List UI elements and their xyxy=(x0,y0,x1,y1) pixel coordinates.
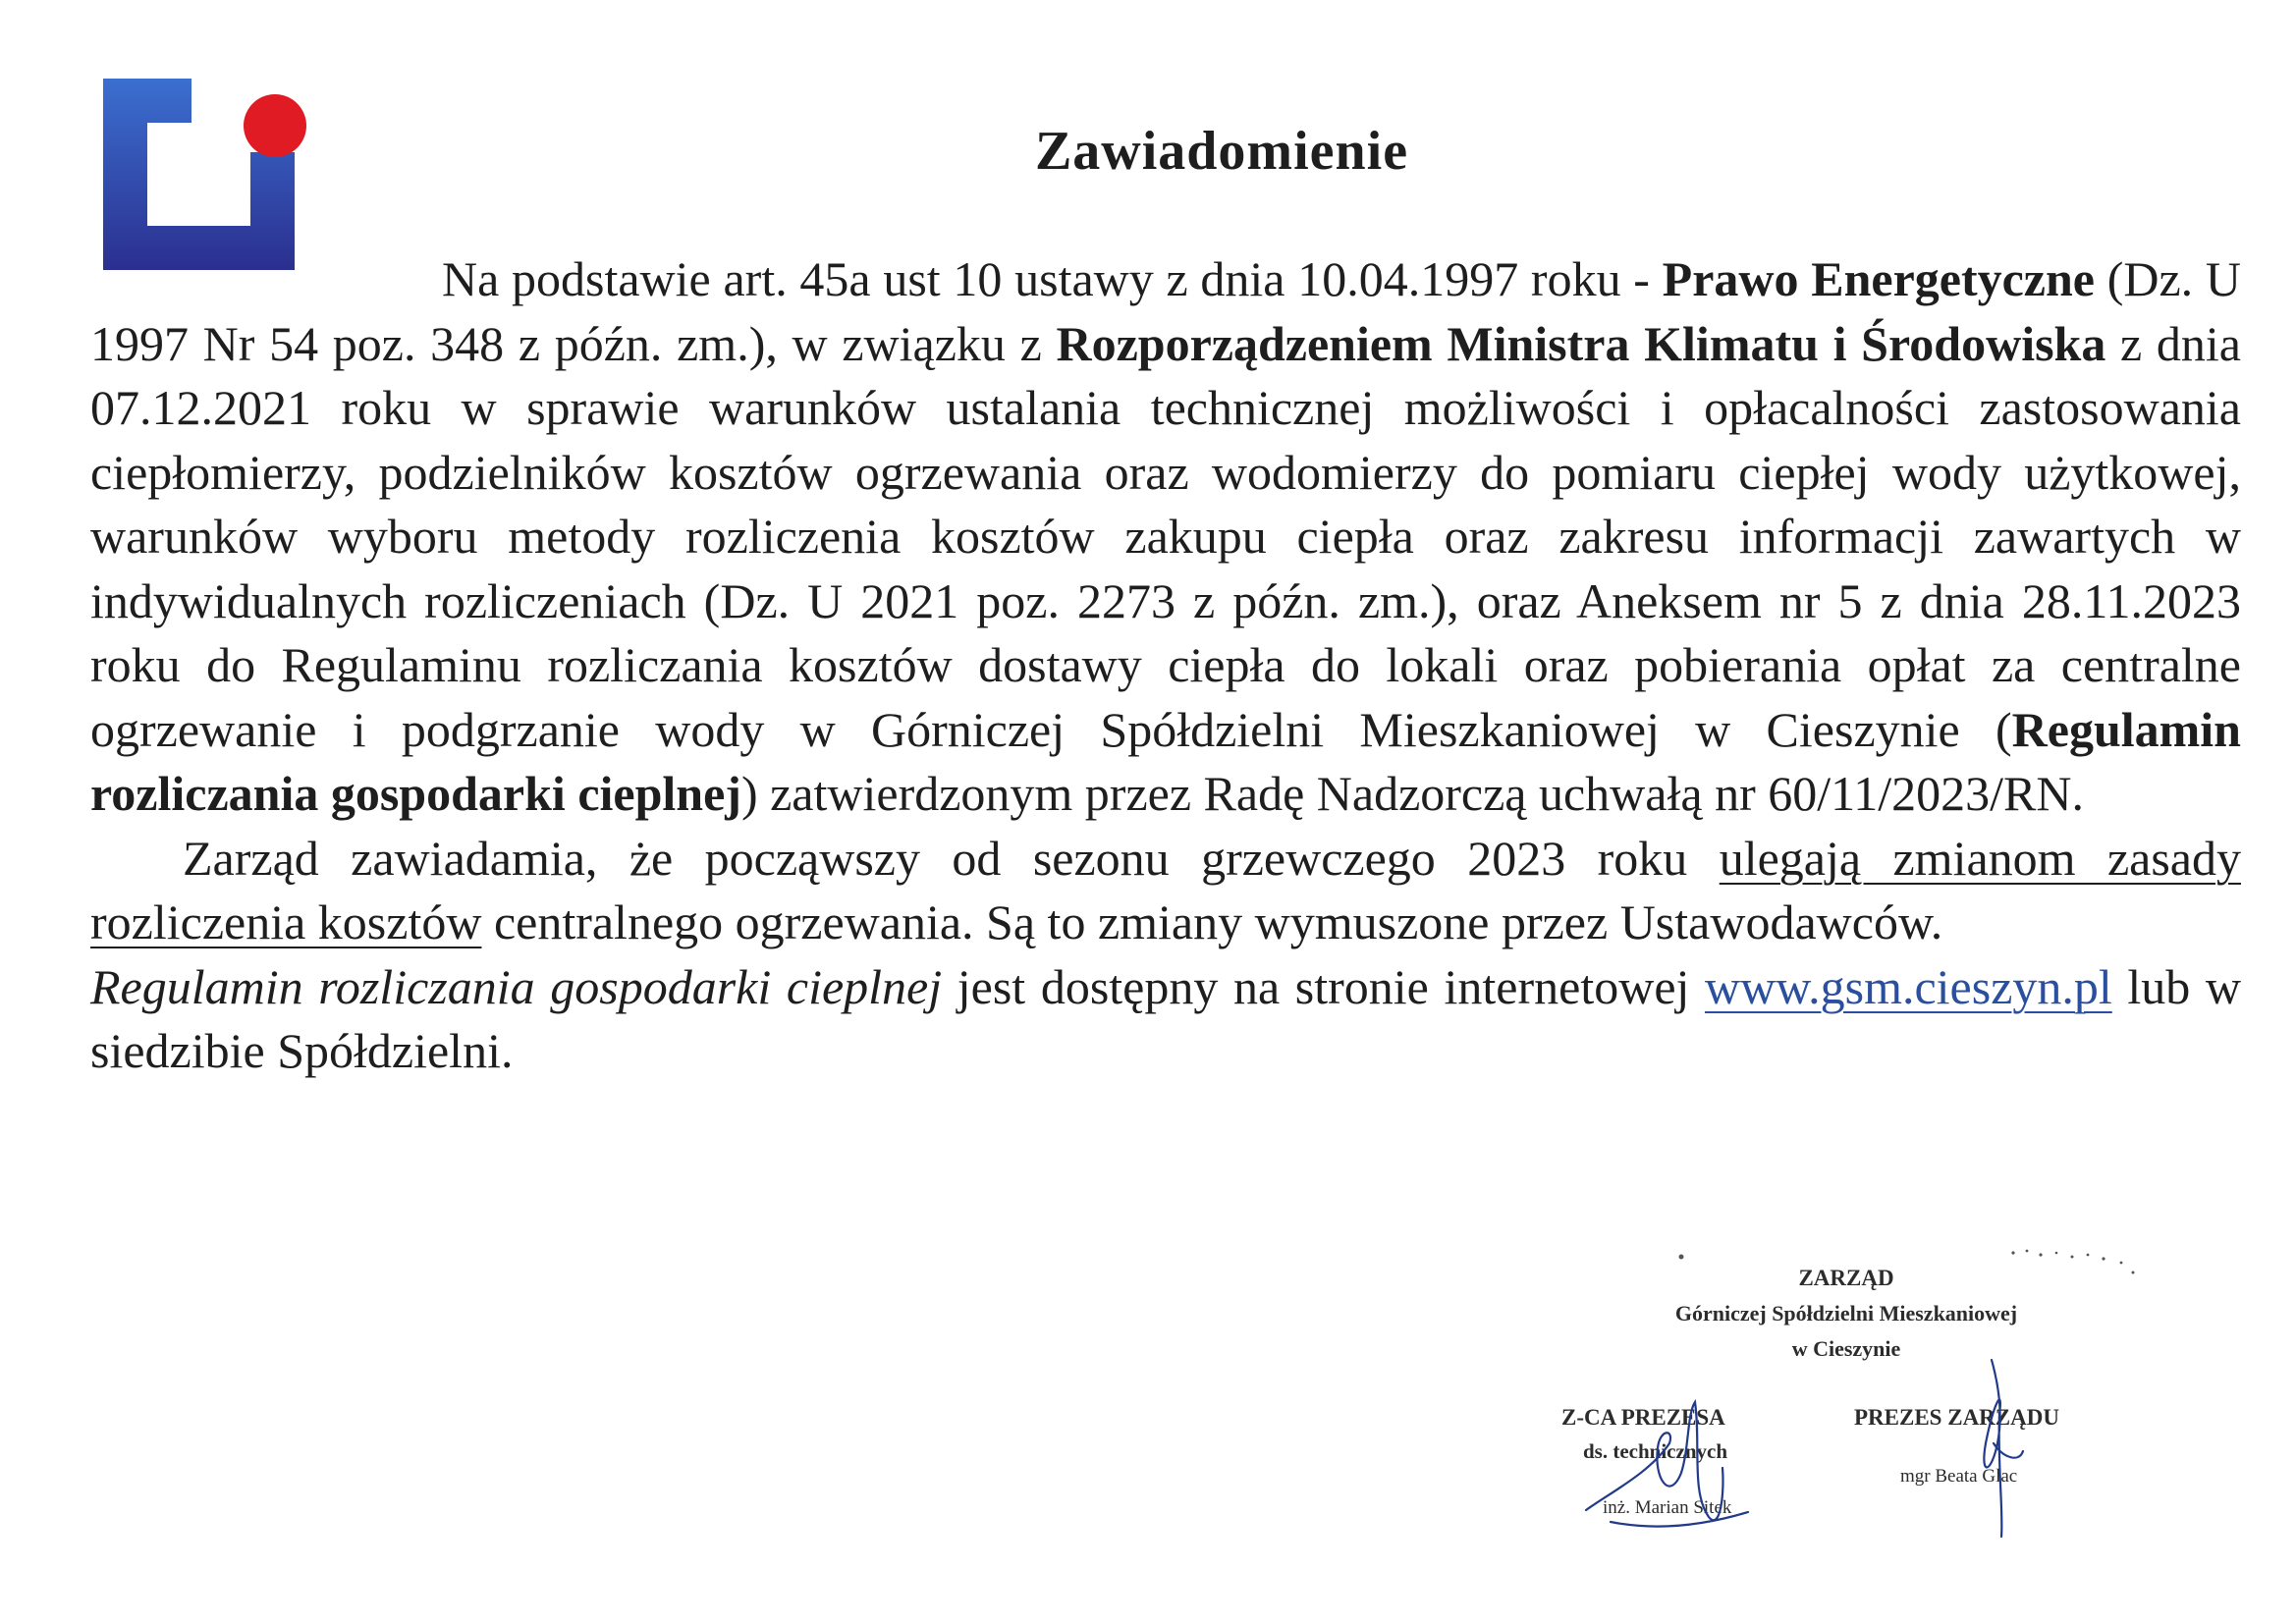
text-segment: z dnia 07.12.2021 roku w sprawie warunków ustalania technicznej możliwości i opłacalności zastosowania ciepłomierzy, podzielników kosztów ogrzewania oraz wodomierzy do pomiaru ciepłej wody użytkowej, warunków wyboru metody rozliczenia kosztów zakupu ciepła oraz zakresu informacji zawartych w indywidualnych rozliczeniach (Dz. U 2021 poz. 2273 z późn. zm.), oraz Aneksem nr 5 z dnia 28.11.2023 roku do Regulaminu rozliczania kosztów dostawy ciepła do lokali oraz pobierania opłat za centralne ogrzewanie i podgrzanie wody w Górniczej Spółdzielni Mieszkaniowej w Cieszynie ( xyxy=(90,315,2242,757)
vice-president-role: ds. technicznych xyxy=(1583,1439,1727,1463)
underlined-text: ulegają zmianom zasady rozliczenia kosztów xyxy=(90,830,2241,949)
text-segment: Na podstawie art. 45a ust 10 ustawy z dnia 10.04.1997 roku - xyxy=(442,251,1663,306)
president-name: mgr Beata Glac xyxy=(1900,1466,2018,1487)
vice-president-title: Z-CA PREZESA xyxy=(1561,1405,1725,1430)
stamp-org: Górniczej Spółdzielni Mieszkaniowej xyxy=(1674,1301,2018,1326)
text-segment: Zarząd zawiadamia, że począwszy od sezonu grzewczego 2023 roku xyxy=(183,830,1720,886)
notice-body xyxy=(90,247,2241,1084)
rules-name: Regulamin rozliczania gospodarki cieplnej xyxy=(90,701,2241,821)
page-title: Zawiadomienie xyxy=(1034,121,1409,182)
text-segment: lub w siedzibie Spółdzielni. xyxy=(90,958,2242,1078)
president-title: PREZES ZARZĄDU xyxy=(1854,1405,2059,1430)
law-name: Prawo Energetyczne xyxy=(1662,251,2095,306)
italic-rules-name: Regulamin rozliczania gospodarki cieplnej xyxy=(90,958,943,1014)
text-segment: ) zatwierdzonym przez Radę Nadzorczą uchwałą nr 60/11/2023/RN. xyxy=(740,766,2084,821)
stamp-city: w Cieszynie xyxy=(1791,1336,1901,1361)
stamp-title: ZARZĄD xyxy=(1798,1266,1894,1290)
paragraph-legal-basis xyxy=(90,247,2241,827)
website-link[interactable]: www.gsm.cieszyn.pl xyxy=(1705,958,2112,1014)
signature-right xyxy=(1984,1360,2023,1537)
text-segment: (Dz. U 1997 Nr 54 poz. 348 z późn. zm.), w związku z xyxy=(90,251,2241,371)
regulation-name: Rozporządzeniem Ministra Klimatu i Środowiska xyxy=(1056,315,2106,371)
vice-president-name: inż. Marian Sitek xyxy=(1603,1497,1732,1518)
paragraph-availability xyxy=(90,955,2241,1084)
text-segment: jest dostępny na stronie internetowej xyxy=(942,958,1706,1014)
paragraph-announcement xyxy=(90,827,2241,955)
text-segment: centralnego ogrzewania. Są to zmiany wymuszone przez Ustawodawców. xyxy=(481,894,1943,949)
